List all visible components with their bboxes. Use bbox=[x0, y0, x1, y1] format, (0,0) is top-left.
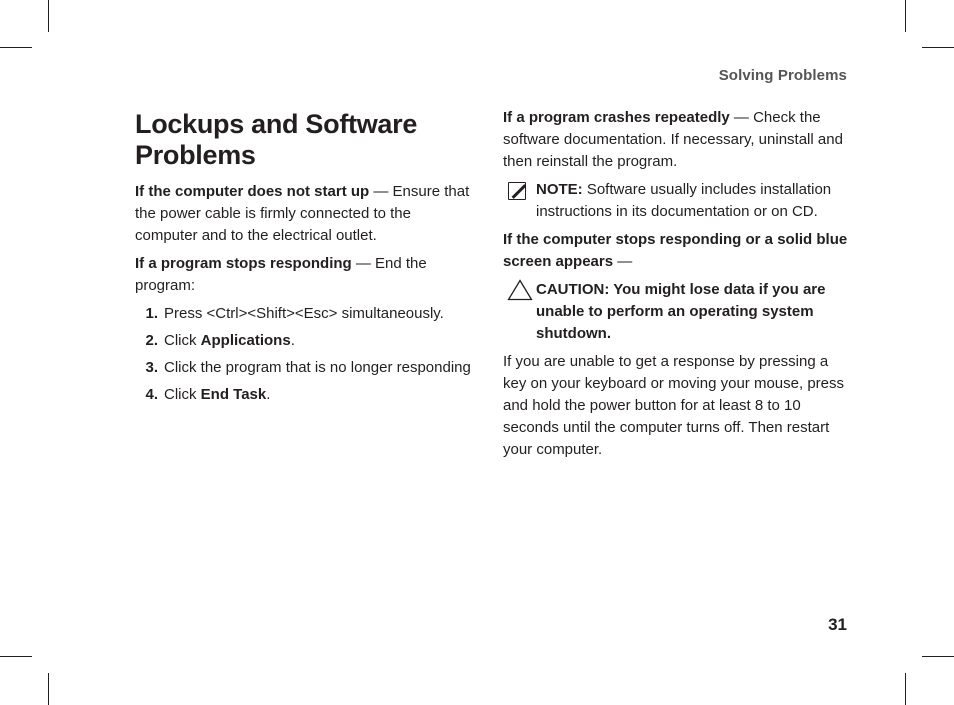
paragraph-blue-screen bbox=[503, 229, 849, 273]
step-number: 3. bbox=[145, 359, 158, 376]
crop-mark bbox=[905, 0, 906, 32]
right-column bbox=[503, 107, 849, 467]
running-header: Solving Problems bbox=[718, 67, 847, 84]
crop-mark bbox=[922, 656, 954, 657]
step-text bbox=[158, 303, 475, 325]
step-text-bold: Applications bbox=[200, 332, 291, 349]
step-number: 4. bbox=[145, 386, 158, 403]
caution-body bbox=[536, 279, 849, 345]
page-title: Lockups and Software Problems bbox=[135, 109, 418, 170]
crop-mark bbox=[48, 673, 49, 705]
paragraph-text: — bbox=[613, 253, 633, 270]
step-text-bold: End Task bbox=[200, 386, 267, 403]
step-number: 1. bbox=[145, 305, 158, 322]
page-number: 31 bbox=[828, 615, 847, 634]
step-text-plain: Click bbox=[164, 386, 201, 403]
crop-mark bbox=[48, 0, 49, 32]
step-text-plain: Press <Ctrl><Shift><Esc> simultaneously. bbox=[164, 305, 444, 322]
step-text-plain: . bbox=[266, 386, 271, 403]
paragraph-text: — Ensure that the power cable is firmly connected to the computer and to the electrical outlet. bbox=[135, 183, 470, 244]
crop-mark bbox=[0, 47, 32, 48]
list-item bbox=[135, 357, 475, 379]
paragraph-lead: If the computer does not start up bbox=[135, 183, 370, 200]
list-item bbox=[135, 303, 475, 325]
list-item bbox=[135, 330, 475, 352]
note-body bbox=[536, 179, 849, 223]
steps-list bbox=[135, 303, 475, 406]
paragraph-power-off: If you are unable to get a response by pressing a key on your keyboard or moving your mouse, press and hold the power button for at least 8 to 10 seconds until the computer turns off. Then restart your computer. bbox=[503, 353, 844, 458]
step-number: 2. bbox=[145, 332, 158, 349]
step-text-plain: . bbox=[290, 332, 295, 349]
step-text-plain: Click bbox=[164, 332, 201, 349]
note-label: NOTE: bbox=[536, 181, 583, 198]
paragraph-lead: If a program stops responding bbox=[135, 255, 352, 272]
crop-mark bbox=[905, 673, 906, 705]
paragraph-no-start bbox=[135, 181, 475, 247]
note-text: Software usually includes installation instructions in its documentation or on CD. bbox=[536, 181, 832, 220]
paragraph-lead: If the computer stops responding or a solid blue screen appears bbox=[503, 231, 848, 270]
crop-mark bbox=[0, 656, 32, 657]
caution-text: CAUTION: You might lose data if you are unable to perform an operating system shutdown. bbox=[536, 281, 826, 342]
paragraph-text: — End the program: bbox=[135, 255, 427, 294]
caution-callout bbox=[503, 279, 849, 345]
left-column bbox=[135, 107, 475, 411]
paragraph-stops-responding bbox=[135, 253, 475, 297]
note-pencil-icon bbox=[503, 179, 536, 223]
crop-mark bbox=[922, 47, 954, 48]
list-item bbox=[135, 384, 475, 406]
paragraph-lead: If a program crashes repeatedly bbox=[503, 109, 730, 126]
paragraph-text: — Check the software documentation. If necessary, uninstall and then reinstall the program. bbox=[503, 109, 843, 170]
caution-triangle-icon bbox=[503, 279, 536, 345]
step-text-plain: Click the program that is no longer responding bbox=[164, 359, 471, 376]
step-text bbox=[158, 357, 475, 379]
paragraph-crashes bbox=[503, 107, 849, 173]
step-text bbox=[158, 330, 475, 352]
step-text bbox=[158, 384, 475, 406]
note-callout bbox=[503, 179, 849, 223]
